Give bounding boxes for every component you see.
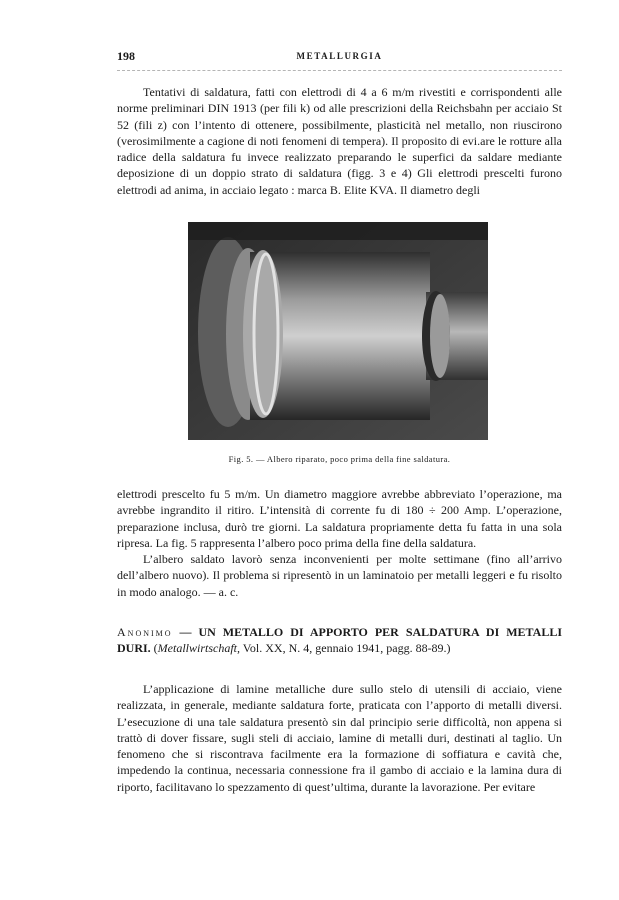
section-dash: — [172,625,199,639]
section-author: Anonimo [117,625,173,639]
paragraph-4-text: L’applicazione di lamine metalliche dure sullo stelo di utensili di acciaio, viene realizzata, in generale, mediante saldatura forte, praticata con l’apporto di metalli diversi. L’esecuzione di una tale saldatura presentò sin dal principio serie difficoltà, non appena si trattò di dover fissare, sugli steli di acciaio, lamine di metalli duri, destinati al taglio. Un fenomeno che si riscontrava facilmente era la formazione di soffiatura e cavità che, impedendo la continua, necessaria connessione fra il gambo di acciaio e la lamina dura di riporto, facilitavano lo spezzamento di quest’ultima, durante la lavorazione. Per evitare [117,682,562,794]
paragraph-intro [117,84,562,198]
paragraph-1-text: Tentativi di saldatura, fatti con elettrodi di 4 a 6 m/m rivestiti e corrispondenti alle norme preliminari DIN 1913 (per fili k) od alle prescrizioni della Reichsbahn per acciaio St 52 (fili z) con l’intento di ottenere, possibilmente, plasticità nel metallo, non riuscirono (verosimilmente a cagione di noti fenomeni di tempera). Il proposito di evi.are le rotture alla radice della saldatura fu invece realizzato preparando le superfici da saldare mediante deposizione di un doppio strato di saldatura (figg. 3 e 4) Gli elettrodi prescelti furono elettrodi ad anima, in acciaio legato : marca B. Elite KVA. Il diametro degli [117,85,562,197]
paragraph-continuation [117,486,562,600]
section-citation: Vol. XX, N. 4, gennaio 1941, pagg. 88-89.) [240,641,451,656]
paragraph-3-text: L’albero saldato lavorò senza inconvenienti per molte settimane (fino all’arrivo dell’albero nuovo). Il problema si ripresentò in un laminatoio per metalli leggeri e fu risolto in modo analogo. — a. c. [117,552,562,599]
shaft-photo-illustration [188,222,488,440]
figure-photo-shaft [188,222,488,440]
figure-caption: Fig. 5. — Albero riparato, poco prima della fine saldatura. [228,454,451,464]
section-title: UN METALLO DI APPORTO PER SALDATURA DI METALLI DURI. [117,625,562,656]
section-heading [117,624,562,657]
paragraph-2-text: elettrodi prescelto fu 5 m/m. Un diametro maggiore avrebbe abbreviato l’operazione, ma avrebbe ingrandito il ritiro. L’intensità di corrente fu di 180 ÷ 200 Amp. L’operazione, preparazione inclusa, durò tre giorni. La saldatura propriamente detta fu fatta in una sola ripresa. La fig. 5 rappresenta l’albero poco prima della fine della saldatura. [117,487,562,550]
paragraph-section-body [117,681,562,795]
header-rule [117,70,562,71]
section-journal: Metallwirtschaft, [157,641,241,656]
page-header [117,49,562,67]
section-source-open: ( [150,641,158,656]
page-number: 198 [117,49,135,63]
running-title: METALLURGIA [296,51,383,61]
